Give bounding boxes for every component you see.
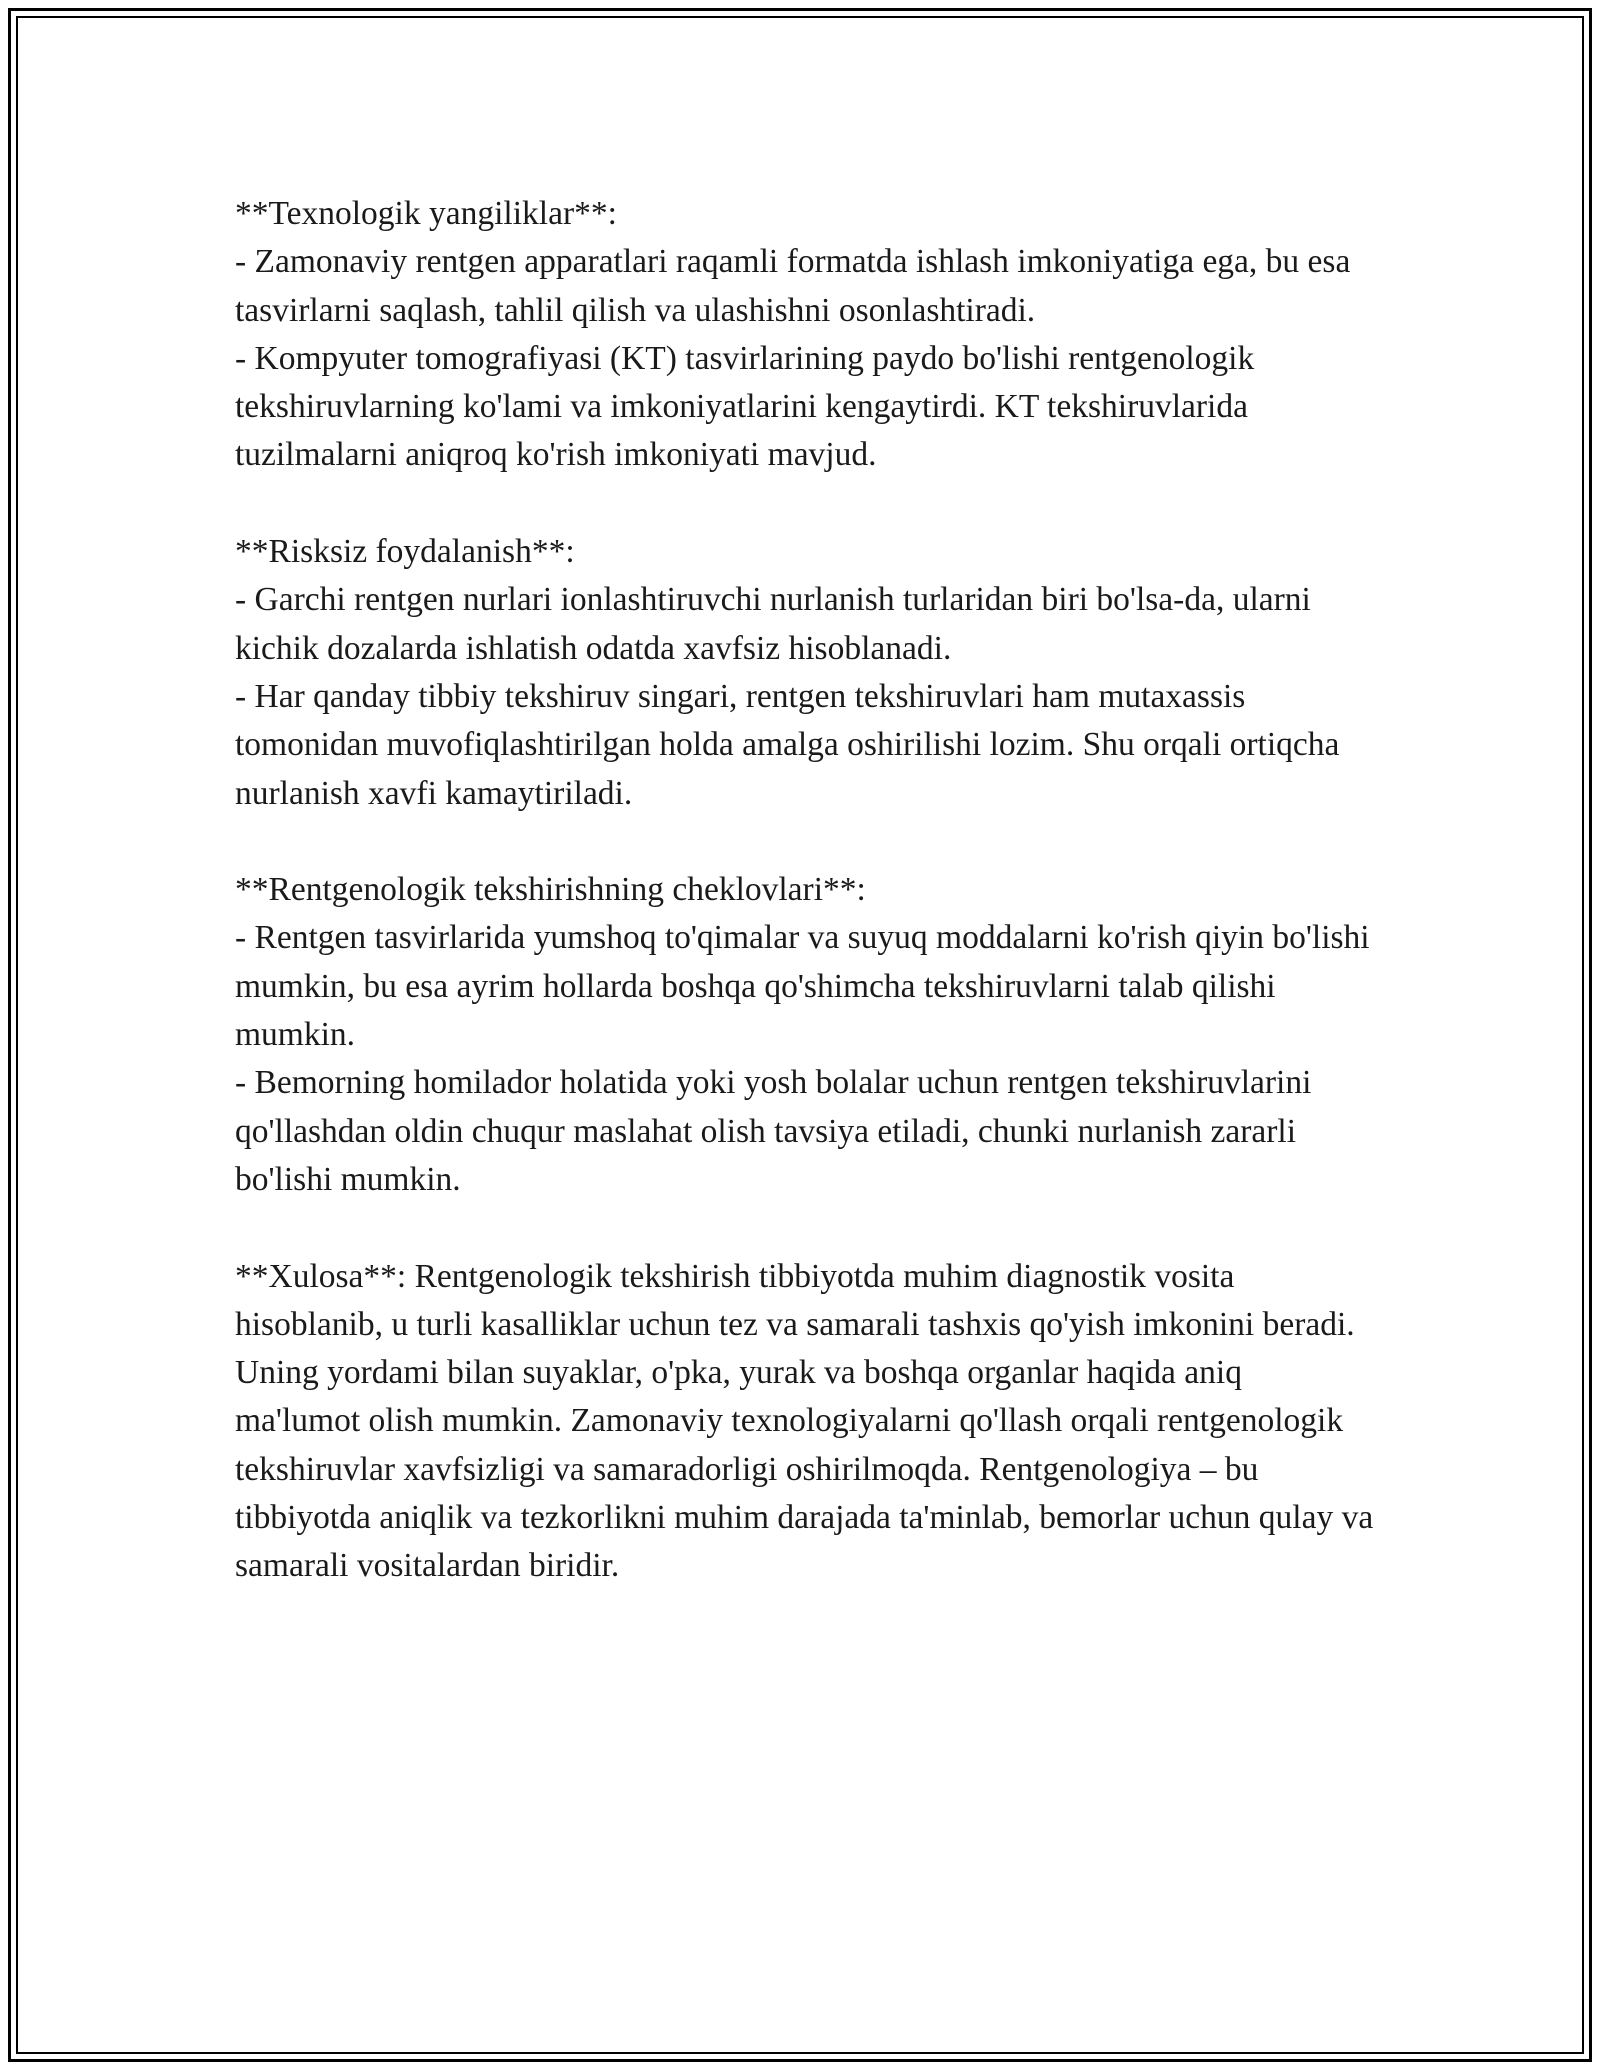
section-item: - Zamonaviy rentgen apparatlari raqamli formatda ishlash imkoniyatiga ega, bu esa tasvirlarni saqlash, tahlil qilish va ulashishni osonlashtiradi. <box>235 243 1351 329</box>
section-item: - Kompyuter tomografiyasi (KT) tasvirlarining paydo bo'lishi rentgenologik tekshiruvlarning ko'lami va imkoniyatlarini kengaytirdi. KT tekshiruvlarida tuzilmalarni aniqroq ko'rish imkoniyati mavjud. <box>235 339 1255 474</box>
document-body <box>235 190 1375 1639</box>
section-heading: **Rentgenologik tekshirishning cheklovlari**: <box>235 871 866 909</box>
section-item: - Rentgen tasvirlarida yumshoq to'qimalar va suyuq moddalarni ko'rish qiyin bo'lishi mumkin, bu esa ayrim hollarda boshqa qo'shimcha tekshiruvlarni talab qilishi mumkin. <box>235 919 1370 1054</box>
section-heading: **Risksiz foydalanish**: <box>235 533 575 571</box>
section-heading: **Texnologik yangiliklar**: <box>235 195 617 232</box>
section-limitations <box>235 866 1375 1204</box>
section-safe-use <box>235 528 1375 818</box>
section-item: - Garchi rentgen nurlari ionlashtiruvchi nurlanish turlaridan biri bo'lsa-da, ularni kichik dozalarda ishlatish odatda xavfsiz hisoblanadi. <box>235 581 1311 667</box>
section-item: - Har qanday tibbiy tekshiruv singari, rentgen tekshiruvlari ham mutaxassis tomonidan muvofiqlashtirilgan holda amalga oshirilishi lozim. Shu orqali ortiqcha nurlanish xavfi kamaytiriladi. <box>235 677 1340 812</box>
section-conclusion <box>235 1253 1375 1591</box>
section-item: - Bemorning homilador holatida yoki yosh bolalar uchun rentgen tekshiruvlarini qo'llashdan oldin chuqur maslahat olish tavsiya etiladi, chunki nurlanish zararli bo'lishi mumkin. <box>235 1064 1312 1198</box>
section-technological-news <box>235 190 1375 480</box>
conclusion-paragraph: **Xulosa**: Rentgenologik tekshirish tibbiyotda muhim diagnostik vosita hisoblanib, u turli kasalliklar uchun tez va samarali tashxis qo'yish imkonini beradi. Uning yordami bilan suyaklar, o'pka, yurak va boshqa organlar haqida aniq ma'lumot olish mumkin. Zamonaviy texnologiyalarni qo'llash orqali rentgenologik tekshiruvlar xavfsizligi va samaradorligi oshirilmoqda. Rentgenologiya – bu tibbiyotda aniqlik va tezkorlikni muhim darajada ta'minlab, bemorlar uchun qulay va samarali vositalardan biridir. <box>235 1257 1374 1585</box>
